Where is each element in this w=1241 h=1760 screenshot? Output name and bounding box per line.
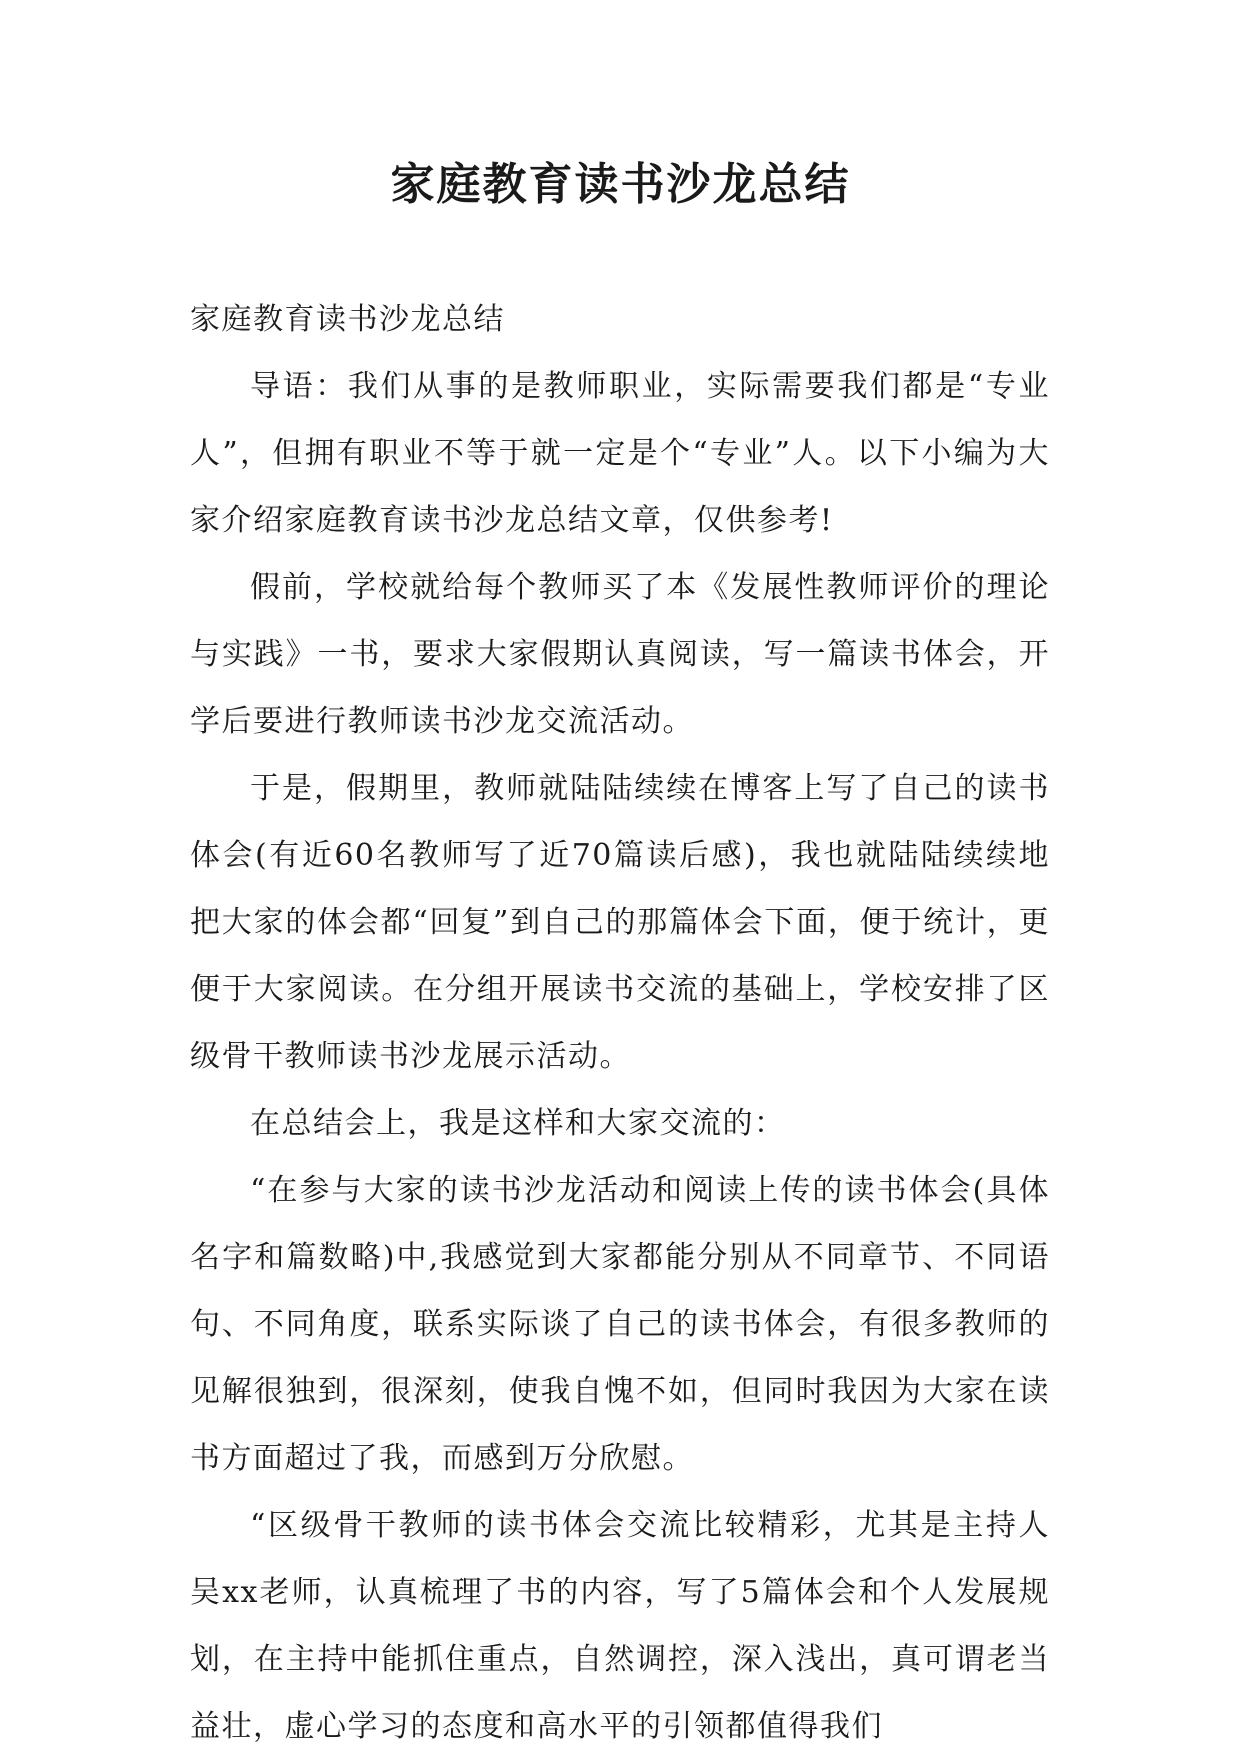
paragraph-backbone-teachers: “区级骨干教师的读书体会交流比较精彩，尤其是主持人吴xx老师，认真梳理了书的内容，写了5篇体会和个人发展规划，在主持中能抓住重点，自然调控，深入浅出，真可谓老当益壮，虚心学习的态度和高水平的引领都值得我们 bbox=[190, 1508, 1050, 1744]
paragraph-book-assignment: 假前，学校就给每个教师买了本《发展性教师评价的理论与实践》一书，要求大家假期认真阅读，写一篇读书体会，开学后要进行教师读书沙龙交流活动。 bbox=[190, 570, 1050, 739]
paragraph-intro: 导语：我们从事的是教师职业，实际需要我们都是“专业人”，但拥有职业不等于就一定是个“专业”人。以下小编为大家介绍家庭教育读书沙龙总结文章，仅供参考! bbox=[190, 369, 1050, 538]
paragraph-blog-reviews: 于是，假期里，教师就陆陆续续在博客上写了自己的读书体会(有近60名教师写了近70篇读后感)，我也就陆陆续续地把大家的体会都“回复”到自己的那篇体会下面，便于统计，更便于大家阅读。在分组开展读书交流的基础上，学校安排了区级骨干教师读书沙龙展示活动。 bbox=[190, 771, 1050, 1074]
document-body bbox=[190, 286, 1050, 1760]
document-title: 家庭教育读书沙龙总结 bbox=[390, 159, 851, 210]
document-subtitle: 家庭教育读书沙龙总结 bbox=[190, 302, 505, 337]
paragraph-salon-feedback: “在参与大家的读书沙龙活动和阅读上传的读书体会(具体名字和篇数略)中,我感觉到大家都能分别从不同章节、不同语句、不同角度，联系实际谈了自己的读书体会，有很多教师的见解很独到，很深刻，使我自愧不如，但同时我因为大家在读书方面超过了我，而感到万分欣慰。 bbox=[190, 1173, 1050, 1476]
paragraph-summary-meeting: 在总结会上，我是这样和大家交流的： bbox=[250, 1106, 786, 1141]
